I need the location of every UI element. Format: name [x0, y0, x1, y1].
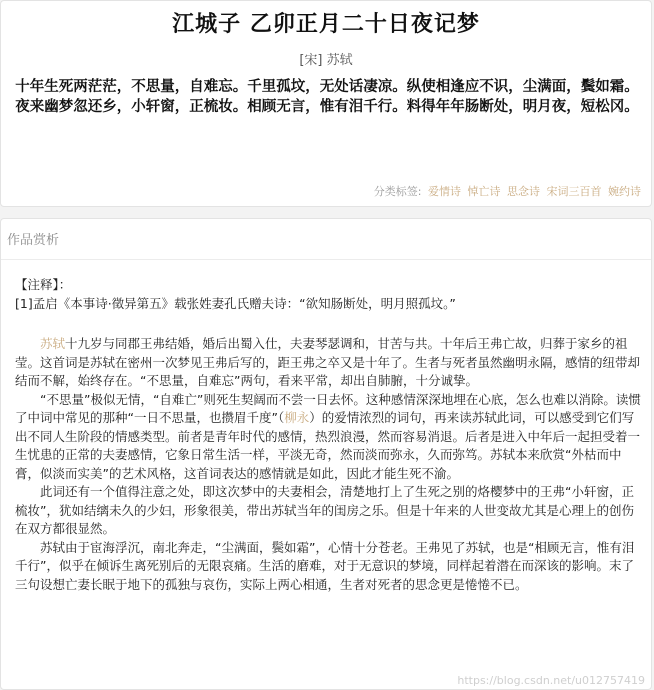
appreciation-card — [0, 218, 652, 690]
category-tags — [374, 183, 641, 199]
tag-wanyue-poem[interactable]: 婉约诗 — [608, 185, 641, 198]
appreciation-paragraph-4: 苏轼由于宦海浮沉，南北奔走，“尘满面，鬓如霜”，心情十分苍老。王弗见了苏轼，也是“相顾无言，惟有泪千行”，似乎在倾诉生离死别后的无限哀痛。生活的磨难，对于无意识的梦境，同样起着潜在而深该的影响。末了三句设想亡妻长眠于地下的孤独与哀伤，实际上两心相通，生者对死者的思念更是惓惓不已。 — [15, 539, 635, 592]
author-link[interactable]: 苏轼 — [326, 53, 353, 68]
appreciation-paragraph-2 — [15, 391, 645, 484]
appreciation-heading: 作品赏析 — [7, 233, 60, 248]
dynasty-label: [宋] — [299, 53, 323, 68]
poem-stanza-2: 夜来幽梦忽还乡，小轩窗，正梳妆。相顾无言，惟有泪千行。料得年年肠断处，明月夜，短松冈。 — [15, 99, 639, 115]
poem-card — [0, 0, 652, 207]
tag-longing-poem[interactable]: 思念诗 — [507, 185, 540, 198]
appreciation-paragraph-3: 此词还有一个值得注意之处，即这次梦中的夫妻相会，清楚地打上了生死之别的烙樱梦中的王弗“小轩窗，正梳妆”，犹如结缡未久的少妇，形象很美，带出苏轼当年的闺房之乐。但是十年来的人世变故尤其是心理上的创伤在双方都很显然。 — [15, 484, 634, 536]
appreciation-text — [15, 335, 645, 594]
note-item: [1]孟启《本事诗·徵异第五》载张姓妻孔氏赠夫诗：“欲知肠断处，明月照孤坟。” — [15, 296, 456, 311]
su-shi-link[interactable]: 苏轼 — [40, 336, 66, 351]
liu-yong-link[interactable]: 柳永 — [284, 410, 310, 425]
section-divider — [1, 259, 651, 260]
poem-title: 江城子 乙卯正月二十日夜记梦 — [172, 12, 480, 37]
paragraph-1-text: 十九岁与同郡王弗结婚，婚后出蜀入仕，夫妻琴瑟调和，甘苦与共。十年后王弗亡故，归葬于家乡的祖莹。这首词是苏轼在密州一次梦见王弗后写的，距王弗之卒又是十年了。生者与死者虽然幽明永隔，感情的纽带却结而不解，始终存在。“不思量，自难忘”两句，看来平常，却出自肺腑，十分诚挚。 — [15, 336, 641, 388]
tag-song-ci-300[interactable]: 宋词三百首 — [546, 185, 602, 198]
poem-author-line — [1, 49, 651, 68]
notes-label: 【注释】： — [15, 277, 72, 292]
paragraph-2-text-b: ）的爱情浓烈的词句，再来读苏轼此词，可以感受到它们写出不同人生阶段的情感类型。前者是青年时代的感情，热烈浪漫，然而容易消退。后者是进入中年后一起担受着一生忧患的正常的夫妻感情，它象日常生活一样，平淡无奇，然而淡而弥永，久而弥笃。苏轼本来欣赏“外枯而中膏，似淡而实美”的艺术风格，这首词表达的感情就是如此，因此才能生死不渝。 — [15, 410, 641, 481]
tags-label: 分类标签: — [373, 185, 422, 198]
notes-block — [15, 275, 645, 313]
poem-stanza-1: 十年生死两茫茫，不思量，自难忘。千里孤坟，无处话凄凉。纵使相逢应不识，尘满面，鬓如霜。 — [15, 79, 639, 95]
paragraph-2-text-a: “不思量”极似无情，“自难亡”则死生契阔而不尝一日去怀。这种感情深深地埋在心底，怎么也难以消除。读惯了中词中常见的那种“一日不思量，也攒眉千度”（ — [15, 391, 641, 425]
watermark: https://blog.csdn.net/u012757419 — [457, 674, 645, 687]
appreciation-paragraph-1 — [15, 335, 645, 391]
tag-elegy-poem[interactable]: 悼亡诗 — [467, 185, 501, 198]
tag-love-poem[interactable]: 爱情诗 — [428, 185, 461, 198]
poem-body — [5, 77, 649, 117]
